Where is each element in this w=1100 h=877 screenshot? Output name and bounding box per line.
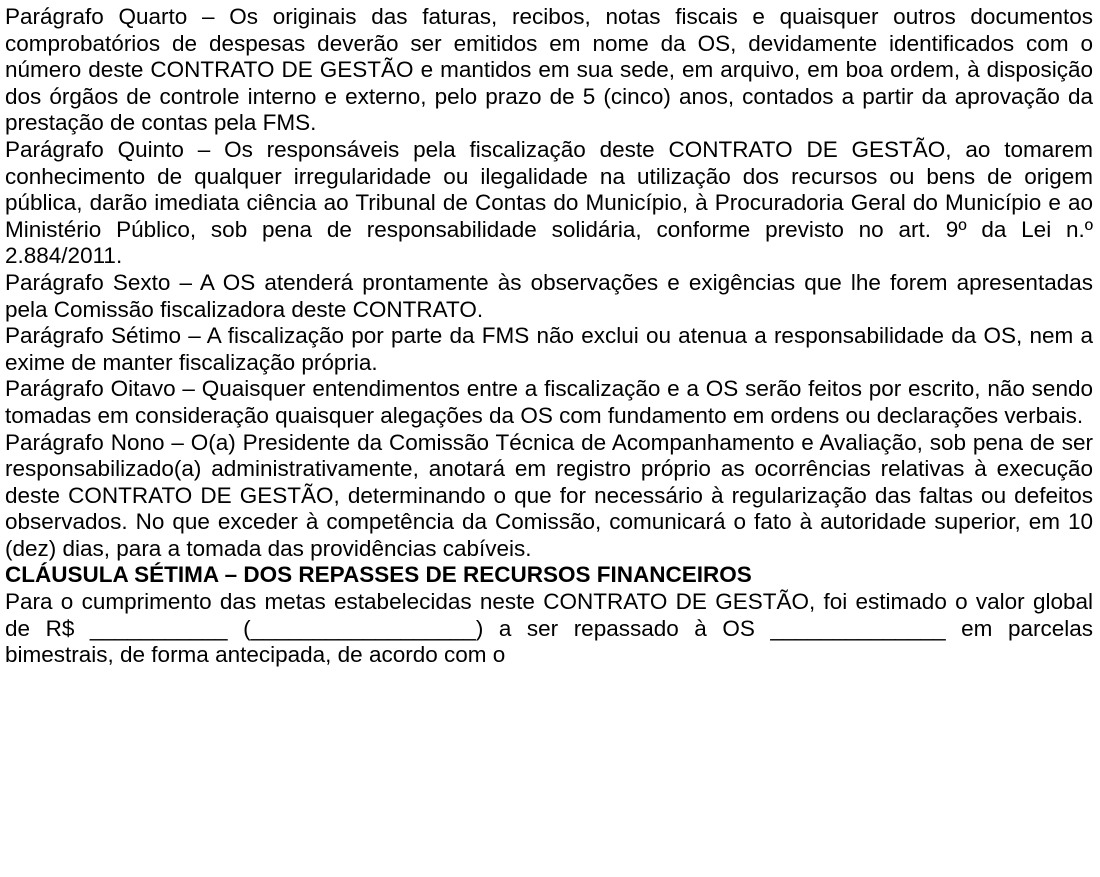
value-in-words-blank: __________________ (250, 615, 476, 641)
repasses-text-3: ) a ser repassado à OS (475, 615, 771, 641)
paragraph-nono: Parágrafo Nono – O(a) Presidente da Comissão Técnica de Acompanhamento e Avaliação, sob pena de ser responsabilizado(a) administrativamente, anotará em registro próprio as ocorrências relativas à execução deste CONTRATO DE GESTÃO, determinando o que for necessário à regularização das faltas ou defeitos observados. No que exceder à competência da Comissão, comunicará o fato à autoridade superior, em 10 (dez) dias, para a tomada das providências cabíveis. (5, 429, 1093, 561)
paragraph-quinto: Parágrafo Quinto – Os responsáveis pela fiscalização deste CONTRATO DE GESTÃO, ao tomarem conhecimento de qualquer irregularidade ou ilegalidade na utilização dos recursos ou bens de origem pública, darão imediata ciência ao Tribunal de Contas do Município, à Procuradoria Geral do Município e ao Ministério Público, sob pena de responsabilidade solidária, conforme previsto no art. 9º da Lei n.º 2.884/2011. (5, 136, 1093, 269)
paragraph-repasses (5, 589, 1093, 669)
paragraph-oitavo: Parágrafo Oitavo – Quaisquer entendimentos entre a fiscalização e a OS serão feitos por escrito, não sendo tomadas em consideração quaisquer alegações da OS com fundamento em ordens ou declarações verbais. (5, 376, 1093, 428)
repasses-text-2: ( (227, 615, 251, 641)
repasses-text-1: Para o cumprimento das metas estabelecidas neste CONTRATO DE GESTÃO, foi estimado o valor global de R$ (5, 589, 1093, 641)
os-name-blank: ______________ (770, 615, 946, 641)
clause-heading: CLÁUSULA SÉTIMA – DOS REPASSES DE RECURSOS FINANCEIROS (5, 562, 752, 588)
paragraph-sexto: Parágrafo Sexto – A OS atenderá prontamente às observações e exigências que lhe forem apresentadas pela Comissão fiscalizadora deste CONTRATO. (5, 269, 1093, 322)
paragraph-setimo: Parágrafo Sétimo – A fiscalização por parte da FMS não exclui ou atenua a responsabilidade da OS, nem a exime de manter fiscalização própria. (5, 323, 1093, 375)
repasses-text-4: em parcelas bimestrais, de forma antecipada, de acordo com o (5, 615, 1093, 668)
value-blank: ___________ (89, 615, 228, 641)
paragraph-quarto: Parágrafo Quarto – Os originais das faturas, recibos, notas fiscais e quaisquer outros documentos comprobatórios de despesas deverão ser emitidos em nome da OS, devidamente identificados com o número deste CONTRATO DE GESTÃO e mantidos em sua sede, em arquivo, em boa ordem, à disposição dos órgãos de controle interno e externo, pelo prazo de 5 (cinco) anos, contados a partir da aprovação da prestação de contas pela FMS. (5, 4, 1093, 136)
